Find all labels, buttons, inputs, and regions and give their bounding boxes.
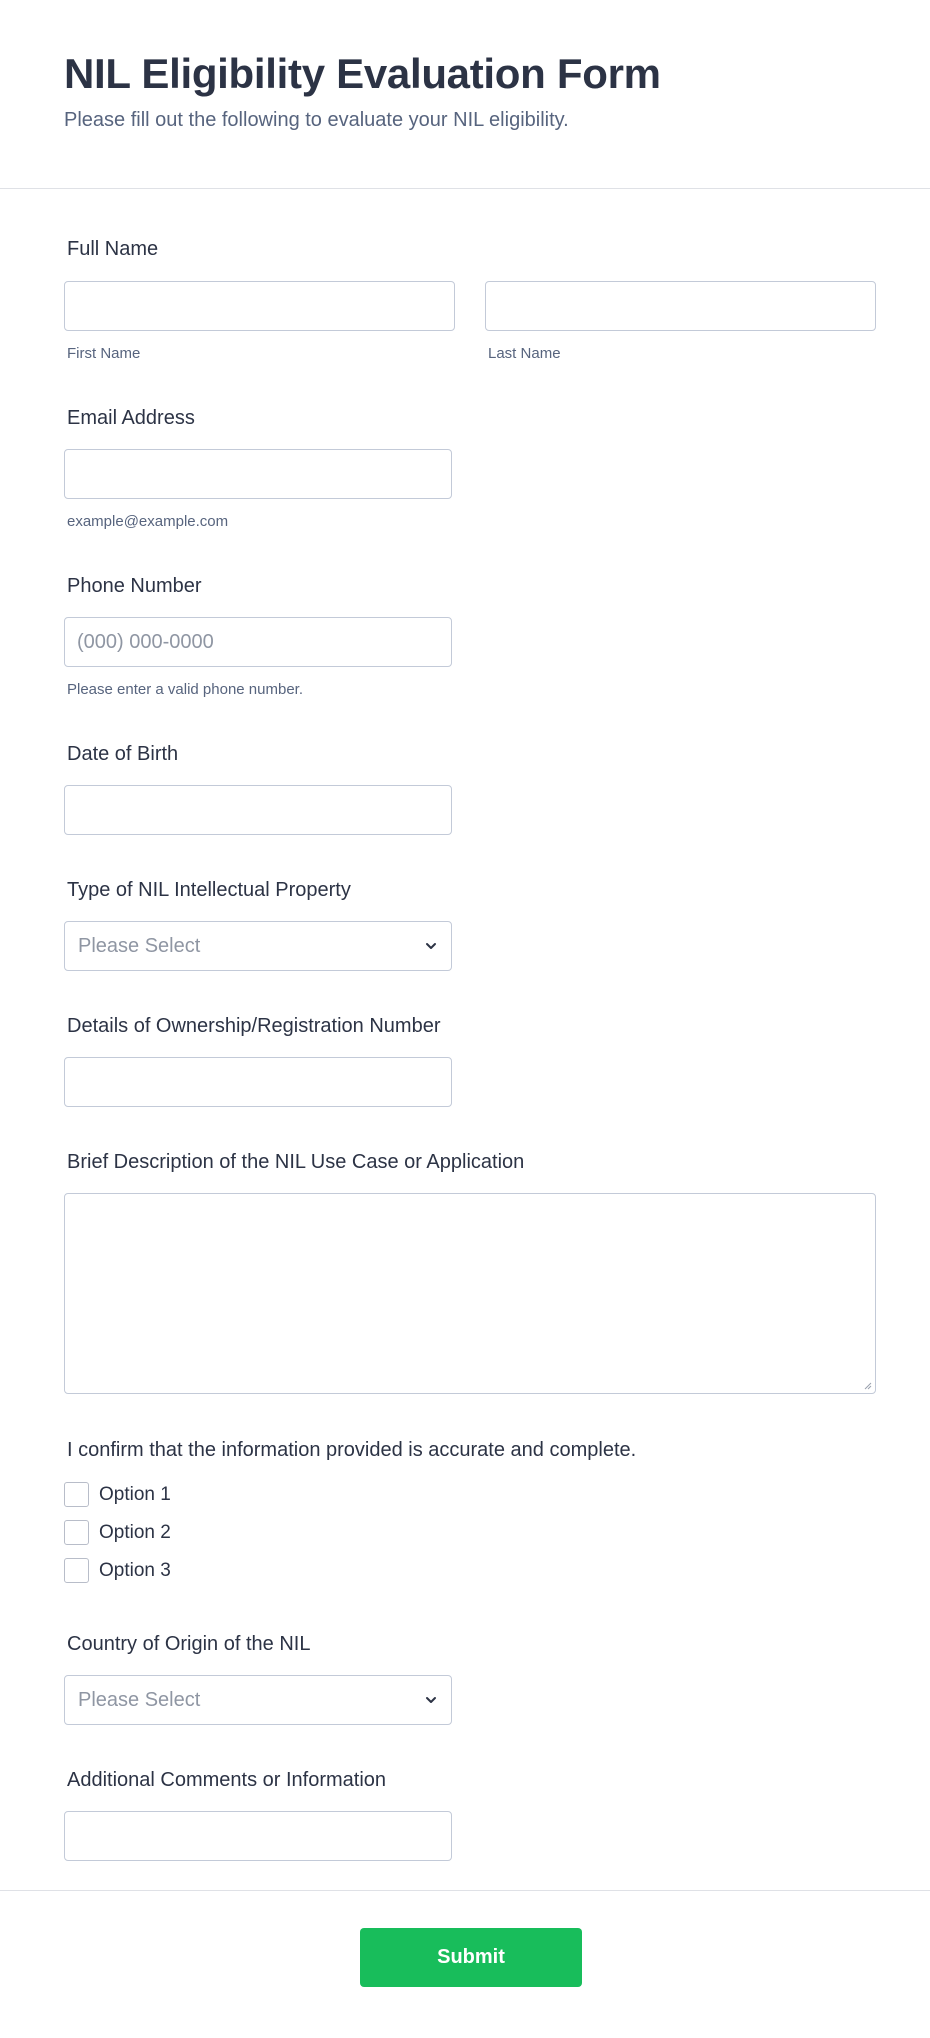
country-select[interactable] — [64, 1675, 452, 1725]
checkbox-label: Option 3 — [99, 1559, 171, 1581]
email-input[interactable] — [64, 449, 452, 499]
email-label: Email Address — [67, 407, 195, 429]
resize-grip-icon[interactable] — [862, 1380, 872, 1390]
comments-input[interactable] — [64, 1811, 452, 1861]
ownership-input[interactable] — [64, 1057, 452, 1107]
checkbox[interactable] — [64, 1558, 89, 1583]
country-placeholder: Please Select — [78, 1688, 201, 1711]
phone-sublabel: Please enter a valid phone number. — [67, 681, 303, 698]
country-label: Country of Origin of the NIL — [67, 1633, 311, 1655]
checkbox-option-3[interactable] — [64, 1558, 171, 1583]
checkbox-option-1[interactable] — [64, 1482, 171, 1507]
checkbox[interactable] — [64, 1482, 89, 1507]
chevron-down-icon — [424, 1693, 438, 1707]
confirm-label: I confirm that the information provided is accurate and complete. — [67, 1439, 637, 1461]
dob-input[interactable] — [64, 785, 452, 835]
dob-label: Date of Birth — [67, 743, 179, 765]
description-textarea[interactable] — [64, 1193, 876, 1394]
description-label: Brief Description of the NIL Use Case or Application — [67, 1151, 525, 1173]
checkbox-label: Option 1 — [99, 1483, 171, 1505]
first-name-sublabel: First Name — [67, 345, 141, 362]
phone-label: Phone Number — [67, 575, 202, 597]
ip-type-select[interactable] — [64, 921, 452, 971]
form-header — [0, 0, 930, 189]
chevron-down-icon — [424, 939, 438, 953]
phone-input[interactable] — [64, 617, 452, 667]
checkbox[interactable] — [64, 1520, 89, 1545]
first-name-input[interactable] — [64, 281, 455, 331]
ip-type-placeholder: Please Select — [78, 934, 201, 957]
checkbox-label: Option 2 — [99, 1521, 171, 1543]
comments-label: Additional Comments or Information — [67, 1769, 387, 1791]
footer-divider — [0, 1890, 930, 1891]
email-sublabel: example@example.com — [67, 513, 229, 530]
page-title: NIL Eligibility Evaluation Form — [64, 50, 661, 97]
full-name-label: Full Name — [67, 238, 159, 260]
last-name-sublabel: Last Name — [488, 345, 561, 362]
page-subtitle: Please fill out the following to evaluate your NIL eligibility. — [64, 109, 569, 131]
submit-button[interactable]: Submit — [360, 1928, 582, 1987]
checkbox-option-2[interactable] — [64, 1520, 171, 1545]
last-name-input[interactable] — [485, 281, 876, 331]
ip-type-label: Type of NIL Intellectual Property — [67, 879, 351, 901]
ownership-label: Details of Ownership/Registration Number — [67, 1015, 441, 1037]
